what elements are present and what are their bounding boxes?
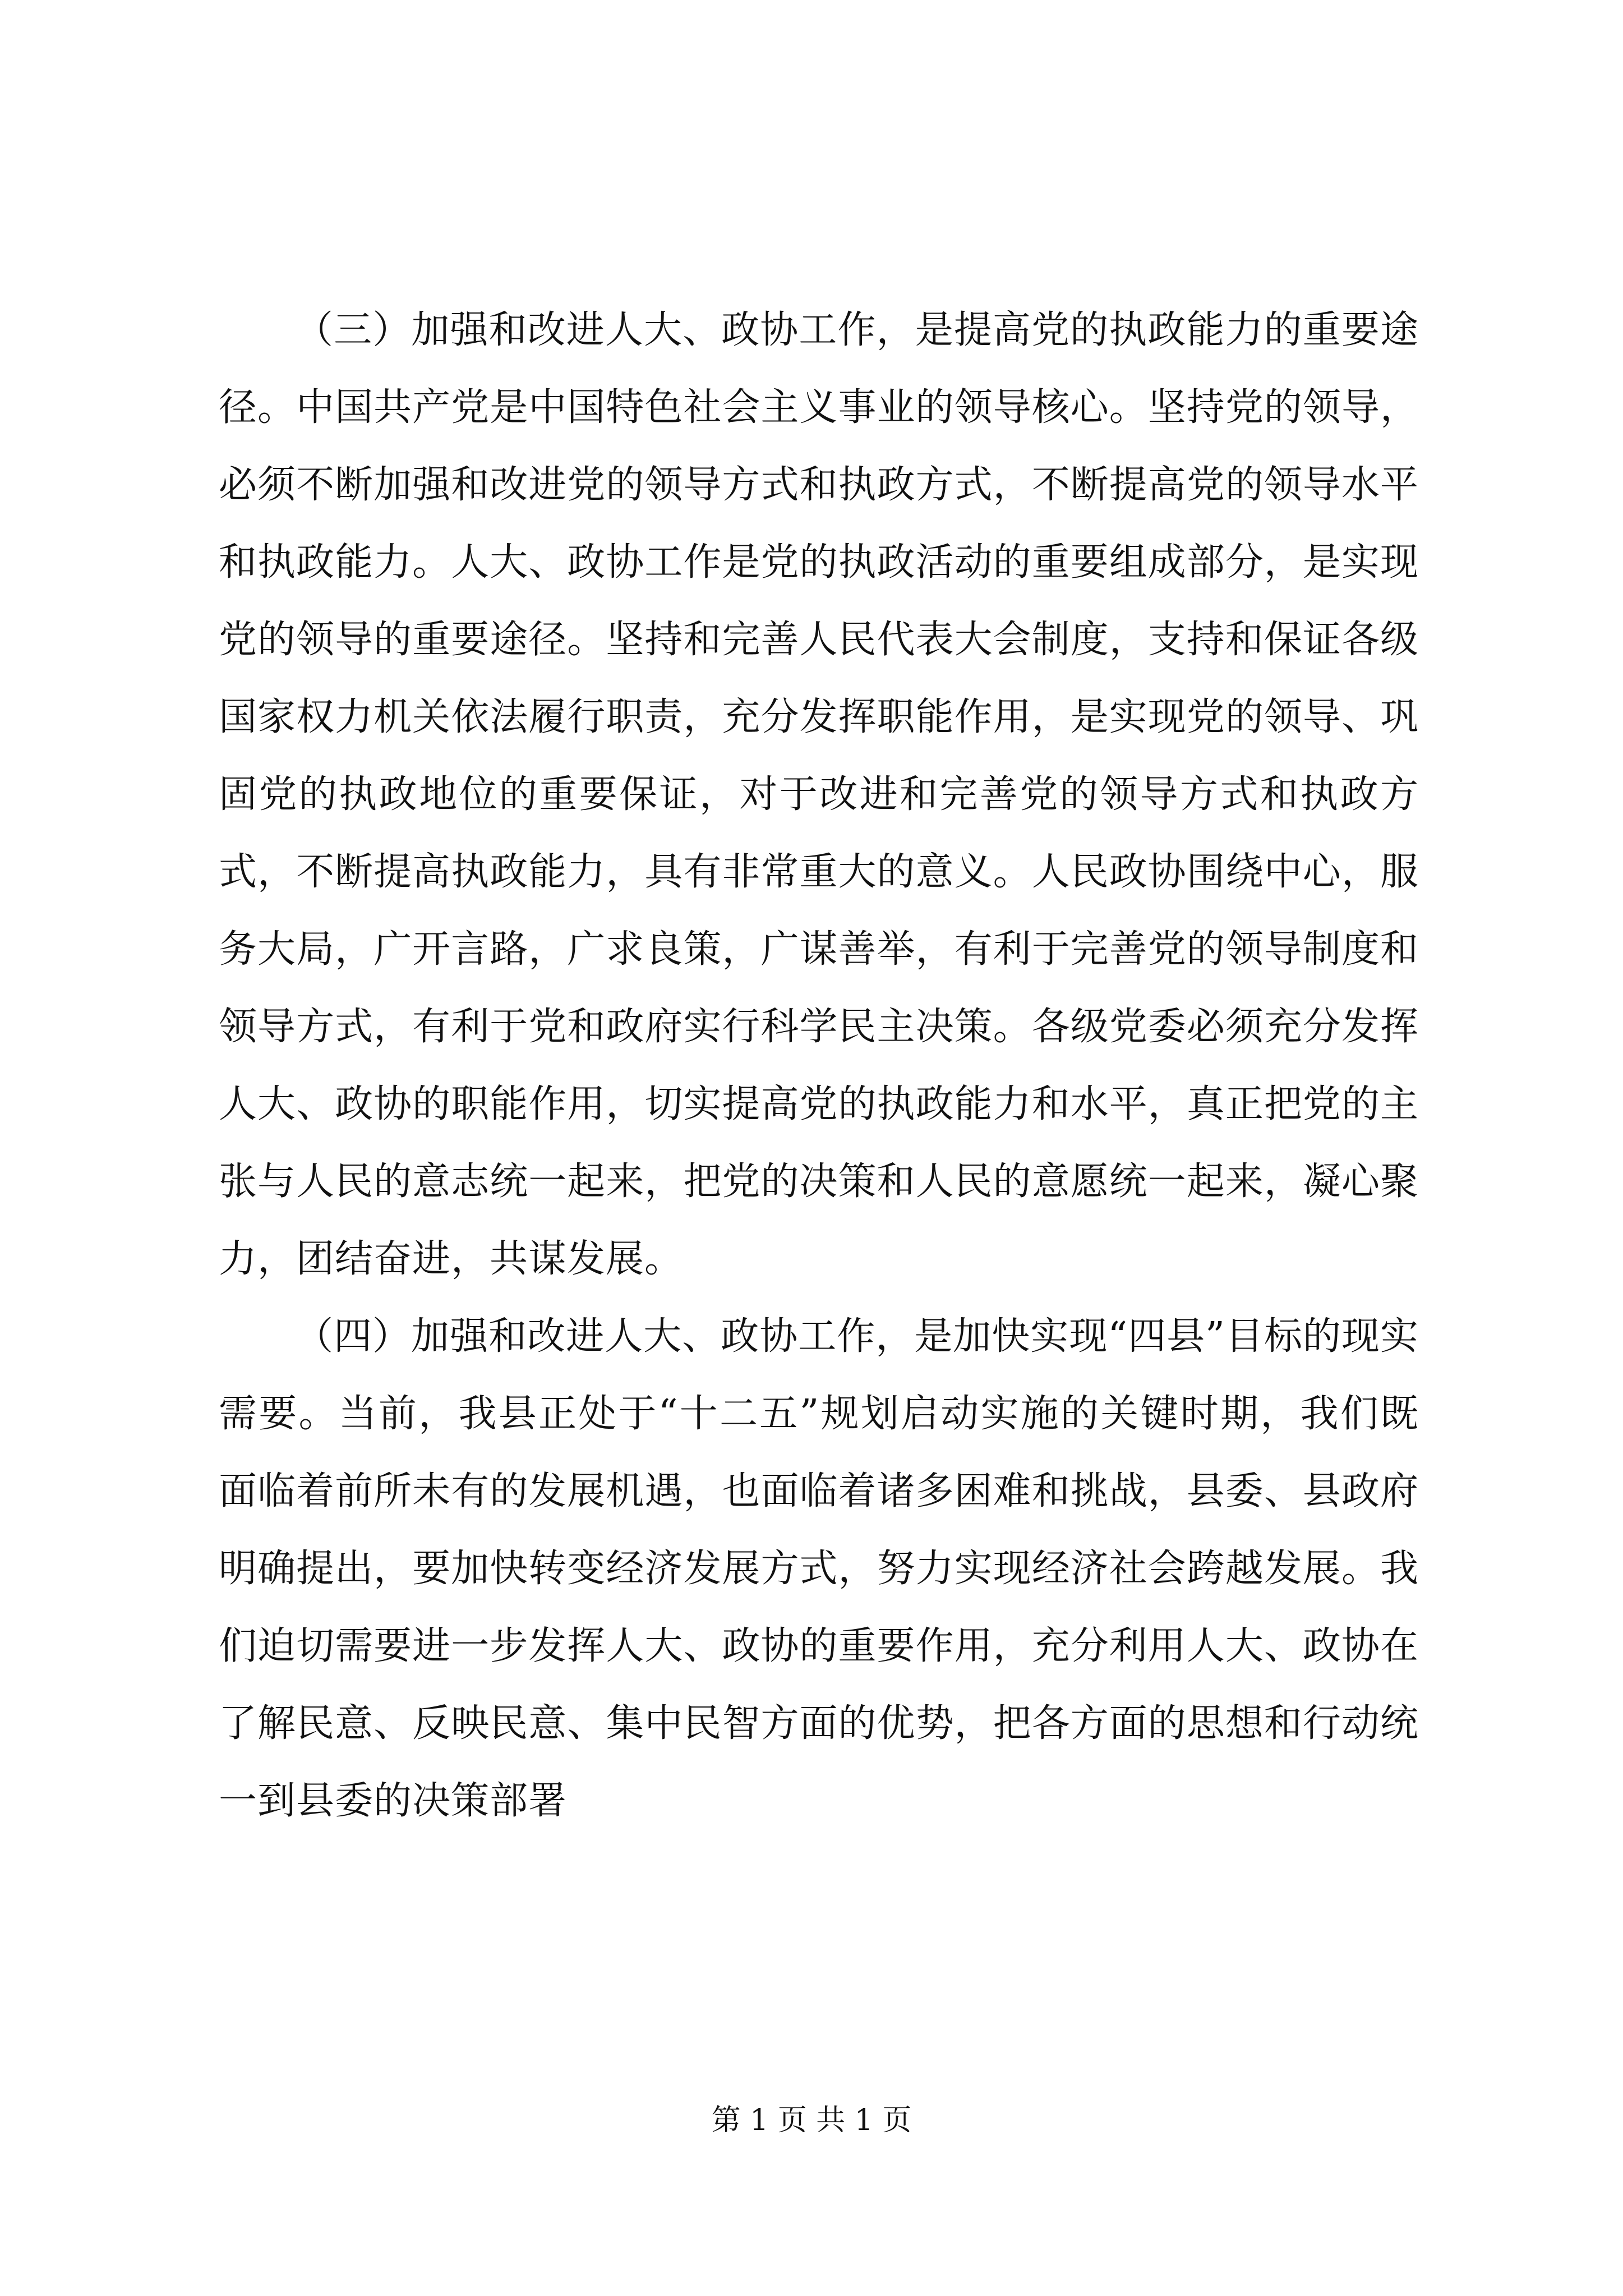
document-body: [219, 292, 1419, 1840]
paragraph-section-three: （三）加强和改进人大、政协工作，是提高党的执政能力的重要途径。中国共产党是中国特色社会主义事业的领导核心。坚持党的领导，必须不断加强和改进党的领导方式和执政方式，不断提高党的领导水平和执政能力。人大、政协工作是党的执政活动的重要组成部分，是实现党的领导的重要途径。坚持和完善人民代表大会制度，支持和保证各级国家权力机关依法履行职责，充分发挥职能作用，是实现党的领导、巩固党的执政地位的重要保证，对于改进和完善党的领导方式和执政方式，不断提高执政能力，具有非常重大的意义。人民政协围绕中心，服务大局，广开言路，广求良策，广谋善举，有利于完善党的领导制度和领导方式，有利于党和政府实行科学民主决策。各级党委必须充分发挥人大、政协的职能作用，切实提高党的执政能力和水平，真正把党的主张与人民的意志统一起来，把党的决策和人民的意愿统一起来，凝心聚力，团结奋进，共谋发展。: [219, 308, 1419, 1281]
page-footer: 第 1 页 共 1 页: [711, 2104, 912, 2137]
paragraph-section-four: （四）加强和改进人大、政协工作，是加快实现“四县”目标的现实需要。当前，我县正处于“十二五”规划启动实施的关键时期，我们既面临着前所未有的发展机遇，也面临着诸多困难和挑战，县委、县政府明确提出，要加快转变经济发展方式，努力实现经济社会跨越发展。我们迫切需要进一步发挥人大、政协的重要作用，充分利用人大、政协在了解民意、反映民意、集中民智方面的优势，把各方面的思想和行动统一到县委的决策部署: [219, 1314, 1419, 1823]
